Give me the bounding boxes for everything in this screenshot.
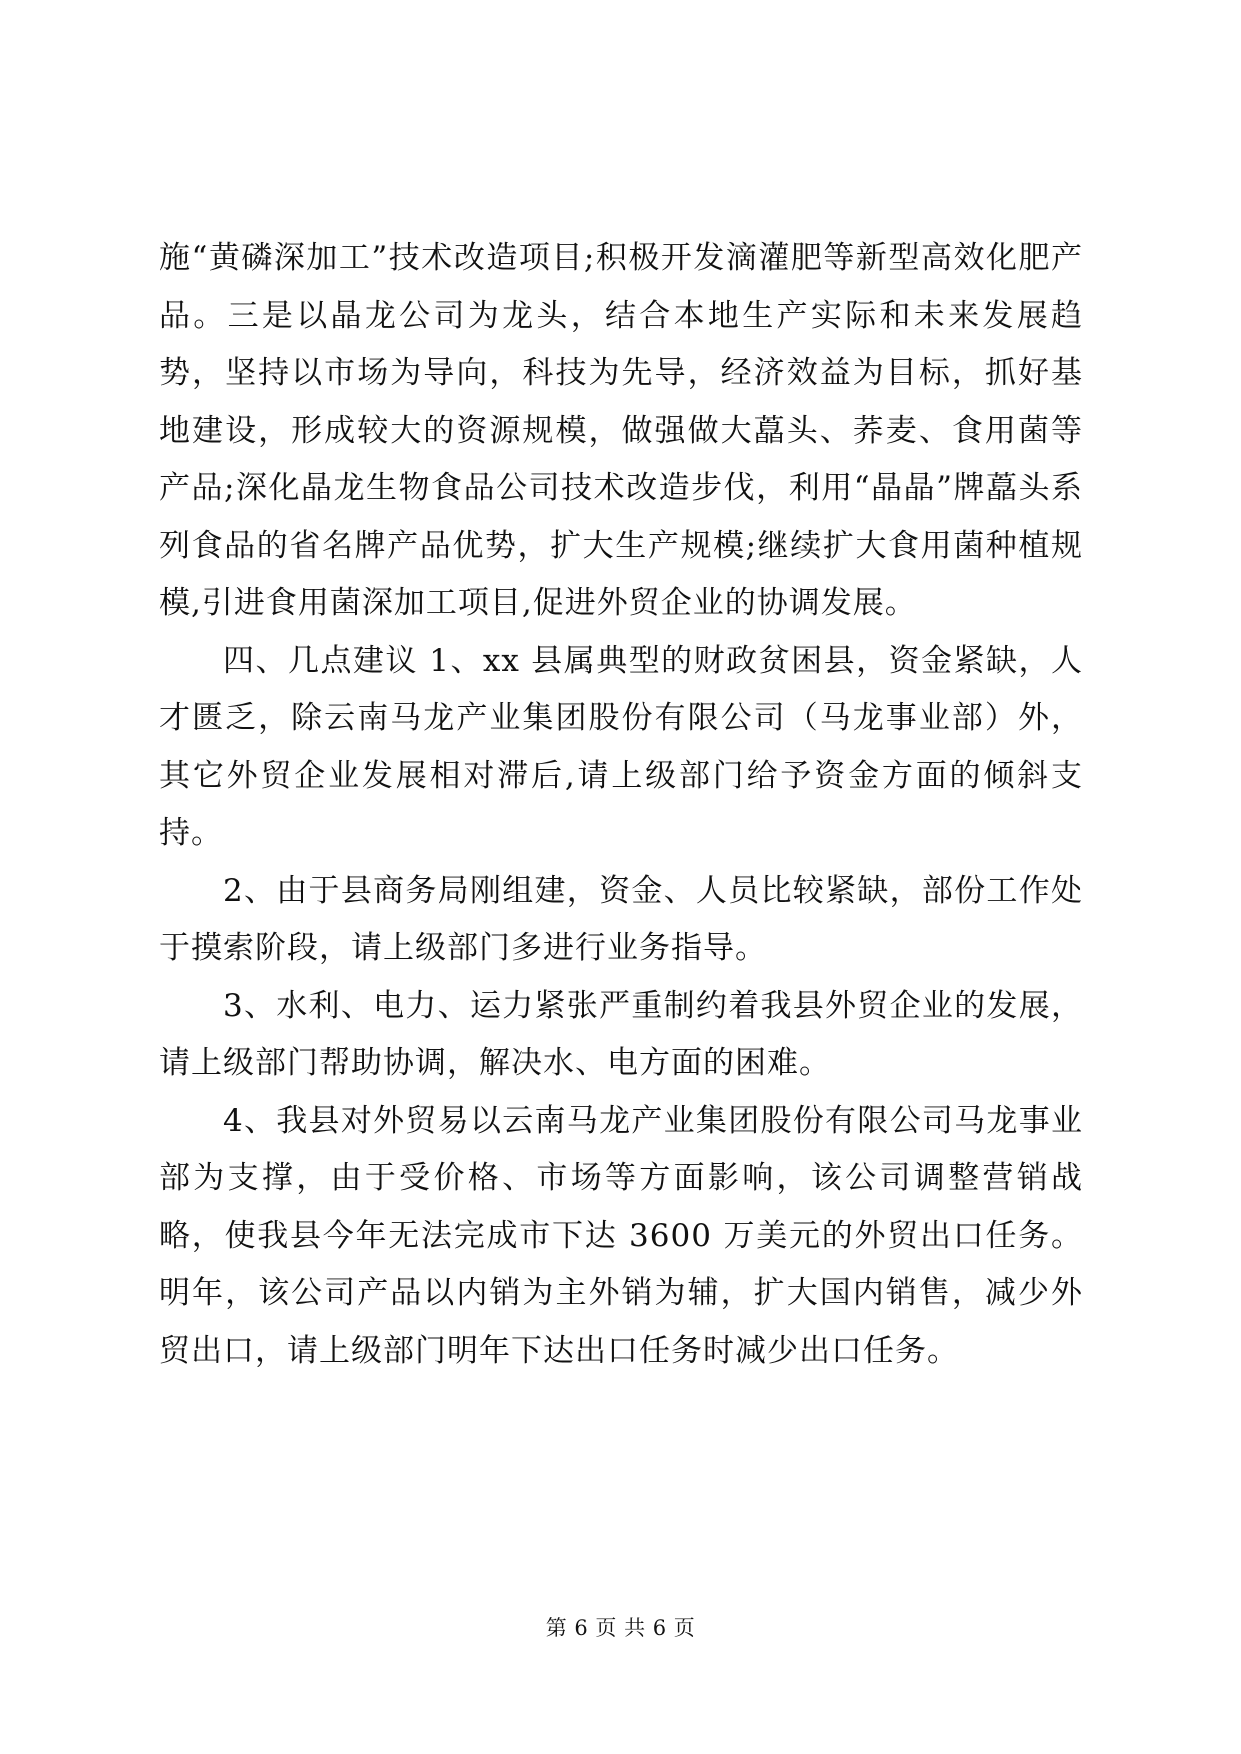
page-number: 第 6 页 共 6 页 [545, 1616, 696, 1640]
paragraph-suggestions: 四、几点建议 1、xx 县属典型的财政贫困县，资金紧缺，人才匮乏，除云南马龙产业集团股份有限公司（马龙事业部）外，其它外贸企业发展相对滞后,请上级部门给予资金方面的倾斜支持。 [159, 642, 1083, 851]
paragraph-item-3: 3、水利、电力、运力紧张严重制约着我县外贸企业的发展，请上级部门帮助协调，解决水、电方面的困难。 [159, 987, 1083, 1081]
paragraph-item-2: 2、由于县商务局刚组建，资金、人员比较紧缺，部份工作处于摸索阶段，请上级部门多进行业务指导。 [159, 872, 1083, 966]
document-body [159, 230, 1083, 1380]
paragraph-continued: 施“黄磷深加工”技术改造项目;积极开发滴灌肥等新型高效化肥产品。三是以晶龙公司为龙头，结合本地生产实际和未来发展趋势，坚持以市场为导向，科技为先导，经济效益为目标，抓好基地建设，形成较大的资源规模，做强做大藠头、荞麦、食用菌等产品;深化晶龙生物食品公司技术改造步伐，利用“晶晶”牌藠头系列食品的省名牌产品优势，扩大生产规模;继续扩大食用菌种植规模,引进食用菌深加工项目,促进外贸企业的协调发展。 [159, 240, 1083, 621]
page-footer [0, 1614, 1241, 1642]
paragraph-item-4: 4、我县对外贸易以云南马龙产业集团股份有限公司马龙事业部为支撑，由于受价格、市场等方面影响，该公司调整营销战略，使我县今年无法完成市下达 3600 万美元的外贸出口任务。明年，该公司产品以内销为主外销为辅，扩大国内销售，减少外贸出口，请上级部门明年下达出口任务时减少出口任务。 [159, 1102, 1083, 1369]
